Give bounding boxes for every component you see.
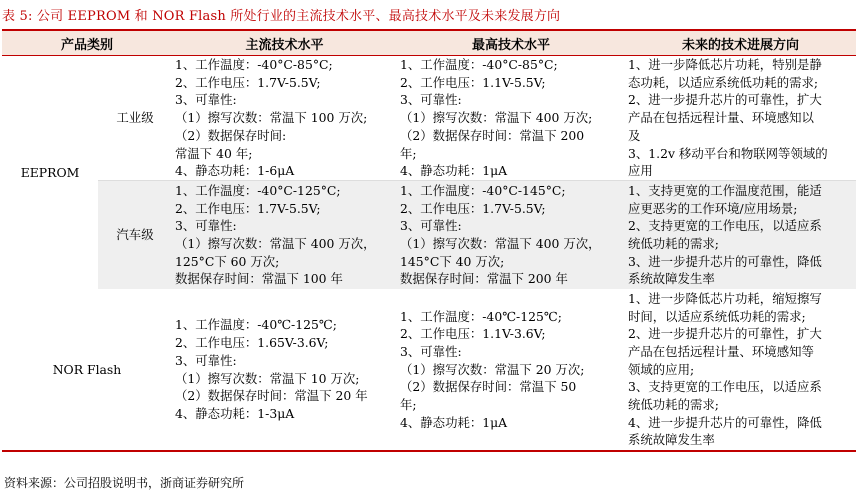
cell-line: 125°C下 60 万次;: [175, 253, 280, 269]
cell-line: （2）数据保存时间：常温下 200: [400, 127, 585, 143]
table-row: [2, 181, 856, 290]
cell-line: 2、支持更宽的工作电压，以适应系: [628, 218, 822, 234]
cell-line: 数据保存时间：常温下 100 年: [175, 271, 343, 287]
eeprom-automotive-highest: [397, 181, 625, 290]
cell-line: 2、工作电压：1.1V-5.5V;: [400, 74, 546, 90]
cell-line: 1、工作温度：-40℃-125℃;: [400, 308, 562, 324]
cell-line: 产品在包括远程计量、环境感知以: [628, 110, 814, 126]
cell-line: 4、静态功耗：1-3μA: [175, 405, 295, 421]
cell-line: （1）擦写次数：常温下 20 万次;: [400, 361, 585, 377]
cell-line: 系统故障发生率: [628, 271, 715, 287]
table-row: [2, 56, 856, 181]
cell-line: 1、工作温度：-40℃-125℃;: [175, 317, 337, 333]
cell-line: 3、可靠性:: [175, 352, 237, 368]
cell-line: 常温下 40 年;: [175, 145, 253, 161]
subcategory-automotive: 汽车级: [98, 181, 172, 290]
cell-line: 1、工作温度：-40°C-125°C;: [175, 182, 341, 198]
cell-line: 2、工作电压：1.7V-5.5V;: [175, 74, 321, 90]
cell-line: （1）擦写次数：常温下 400 万次，: [400, 236, 601, 251]
cell-line: 数据保存时间：常温下 200 年: [400, 271, 568, 287]
cell-line: 1、工作温度：-40°C-145°C;: [400, 182, 566, 198]
cell-line: 3、可靠性:: [175, 218, 237, 234]
cell-line: （1）擦写次数：常温下 10 万次;: [175, 370, 360, 386]
header-future: 未来的技术进展方向: [625, 30, 856, 56]
cell-line: （2）数据保存时间：常温下 50: [400, 379, 577, 395]
cell-line: 2、进一步提升芯片的可靠性，扩大: [628, 326, 822, 342]
eeprom-industrial-mainstream: [172, 56, 397, 181]
cell-line: 时间，以适应系统低功耗的需求;: [628, 308, 806, 324]
cell-line: 2、工作电压：1.65V-3.6V;: [175, 335, 329, 351]
cell-line: 1、支持更宽的工作温度范围，能适: [628, 182, 822, 198]
cell-line: 年;: [400, 397, 417, 413]
cell-line: 3、支持更宽的工作电压，以适应系: [628, 379, 822, 395]
cell-line: 4、静态功耗：1μA: [400, 163, 508, 179]
cell-line: 2、进一步提升芯片的可靠性，扩大: [628, 92, 822, 108]
technology-table: [2, 29, 856, 452]
cell-line: 2、工作电压：1.1V-3.6V;: [400, 326, 546, 342]
header-product-category: 产品类别: [2, 30, 172, 56]
eeprom-automotive-future: [625, 181, 856, 290]
norflash-highest: [397, 289, 625, 451]
header-mainstream: 主流技术水平: [172, 30, 397, 56]
cell-line: （2）数据保存时间：常温下 20 年: [175, 388, 368, 404]
cell-line: 3、可靠性:: [400, 92, 462, 108]
header-highest: 最高技术水平: [397, 30, 625, 56]
category-norflash: NOR Flash: [2, 289, 172, 451]
eeprom-industrial-future: [625, 56, 856, 181]
category-eeprom: EEPROM: [20, 164, 80, 180]
cell-line: 应更恶劣的工作环境/应用场景;: [628, 200, 798, 216]
cell-line: 1、进一步降低芯片功耗，缩短擦写: [628, 290, 822, 306]
norflash-mainstream: [172, 289, 397, 451]
cell-line: 产品在包括远程计量、环境感知等: [628, 343, 814, 359]
source-note: 资料来源：公司招股说明书，浙商证券研究所: [4, 476, 245, 490]
cell-line: 领域的应用;: [628, 361, 695, 377]
eeprom-industrial-highest: [397, 56, 625, 181]
cell-line: （1）擦写次数：常温下 100 万次;: [175, 110, 368, 126]
eeprom-automotive-mainstream: [172, 181, 397, 290]
cell-line: 年;: [400, 145, 417, 161]
table-row: [2, 289, 856, 451]
cell-line: 统低功耗的需求;: [628, 236, 719, 251]
cell-line: 系统故障发生率: [628, 432, 715, 448]
cell-line: 态功耗，以适应系统低功耗的需求;: [628, 74, 819, 90]
cell-line: （1）擦写次数：常温下 400 万次;: [400, 110, 593, 126]
cell-line: 145°C下 40 万次;: [400, 253, 505, 269]
cell-line: 4、静态功耗：1-6μA: [175, 163, 295, 179]
norflash-future: [625, 289, 856, 451]
cell-line: 应用: [628, 163, 653, 179]
cell-line: 3、可靠性:: [400, 343, 462, 359]
cell-line: 3、1.2v 移动平台和物联网等领域的: [628, 145, 828, 161]
cell-line: 2、工作电压：1.7V-5.5V;: [175, 200, 321, 216]
table-caption: 表 5: 公司 EEPROM 和 NOR Flash 所处行业的主流技术水平、最高技术水平及未来发展方向: [2, 9, 561, 24]
cell-line: 1、工作温度：-40°C-85°C;: [175, 57, 333, 73]
cell-line: 3、进一步提升芯片的可靠性，降低: [628, 253, 822, 269]
cell-line: （1）擦写次数：常温下 400 万次，: [175, 236, 376, 251]
cell-line: 4、静态功耗：1μA: [400, 414, 508, 430]
cell-line: 1、工作温度：-40°C-85°C;: [400, 57, 558, 73]
cell-line: 1、进一步降低芯片功耗，特别是静: [628, 57, 822, 73]
cell-line: 统低功耗的需求;: [628, 397, 719, 413]
subcategory-industrial: 工业级: [98, 56, 172, 181]
cell-line: 4、进一步提升芯片的可靠性，降低: [628, 414, 822, 430]
cell-line: 3、可靠性:: [400, 218, 462, 234]
cell-line: 及: [628, 127, 641, 143]
cell-line: 2、工作电压：1.7V-5.5V;: [400, 200, 546, 216]
cell-line: （2）数据保存时间:: [175, 127, 287, 143]
header-row: [2, 30, 856, 56]
cell-line: 3、可靠性:: [175, 92, 237, 108]
